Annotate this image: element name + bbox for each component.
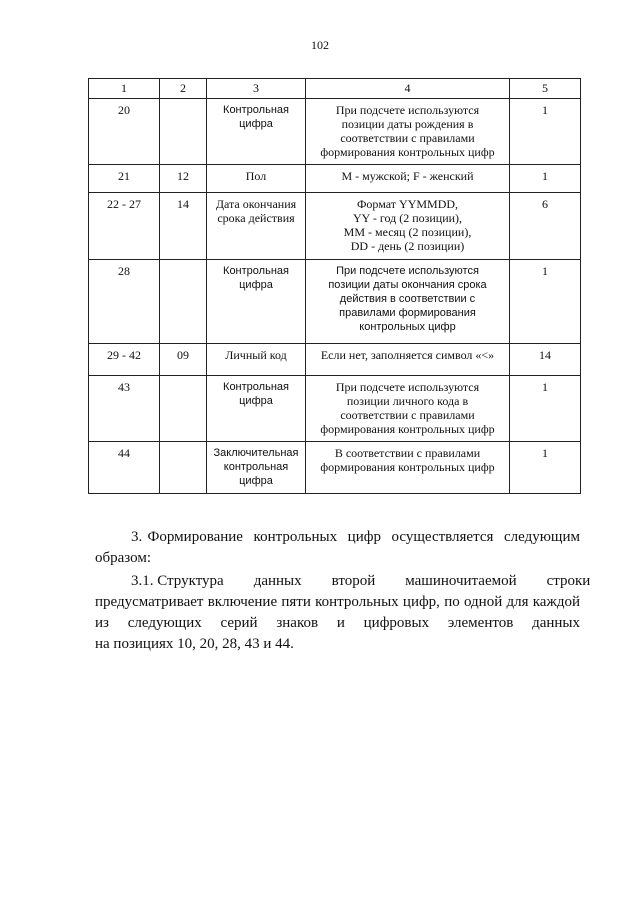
description-cell: В соответствии с правилами формирования контрольных цифр	[306, 442, 510, 494]
code-cell	[160, 376, 207, 442]
length-cell: 1	[510, 376, 581, 442]
length-cell: 1	[510, 165, 581, 193]
position-cell: 29 - 42	[89, 344, 160, 376]
paragraph-line: 3. Формирование контрольных цифр осуществляется следующим	[131, 529, 580, 545]
description-cell: Формат YYMMDD, YY - год (2 позиции), MM - месяц (2 позиции), DD - день (2 позиции)	[306, 193, 510, 260]
table-row	[89, 260, 581, 344]
position-cell: 28	[89, 260, 160, 344]
table-row	[89, 344, 581, 376]
table-header-row	[89, 79, 581, 99]
field-name-cell: Заключительная контрольная цифра	[207, 442, 306, 494]
description-cell: При подсчете используются позиции личного кода в соответствии с правилами формирования контрольных цифр	[306, 376, 510, 442]
length-cell: 1	[510, 442, 581, 494]
code-cell: 09	[160, 344, 207, 376]
table-row	[89, 193, 581, 260]
table-row	[89, 165, 581, 193]
page-number: 102	[311, 38, 329, 52]
length-cell: 1	[510, 99, 581, 165]
header-cell: 3	[207, 79, 306, 99]
code-cell	[160, 442, 207, 494]
paragraph-line: на позициях 10, 20, 28, 43 и 44.	[95, 636, 294, 652]
header-cell: 1	[89, 79, 160, 99]
paragraph-3	[95, 527, 580, 569]
field-name-cell: Контрольная цифра	[207, 376, 306, 442]
table-row	[89, 376, 581, 442]
code-cell	[160, 260, 207, 344]
position-cell: 44	[89, 442, 160, 494]
description-cell: Если нет, заполняется символ «<»	[306, 344, 510, 376]
header-cell: 5	[510, 79, 581, 99]
header-cell: 2	[160, 79, 207, 99]
paragraph-line: предусматривает включение пяти контрольных цифр, по одной для каждой	[95, 594, 580, 610]
length-cell: 6	[510, 193, 581, 260]
position-cell: 22 - 27	[89, 193, 160, 260]
description-cell: При подсчете используются позиции даты окончания срока действия в соответствии с правилами формирования контрольных цифр	[306, 260, 510, 344]
description-cell: При подсчете используются позиции даты рождения в соответствии с правилами формирования контрольных цифр	[306, 99, 510, 165]
paragraph-line: 3.1. Структура данных второй машиночитаемой строки	[131, 573, 591, 589]
paragraph-3-1	[95, 571, 591, 655]
position-cell: 21	[89, 165, 160, 193]
field-name-cell: Контрольная цифра	[207, 99, 306, 165]
table-row	[89, 99, 581, 165]
field-name-cell: Дата окончания срока действия	[207, 193, 306, 260]
position-cell: 20	[89, 99, 160, 165]
paragraph-line: образом:	[95, 550, 152, 566]
length-cell: 14	[510, 344, 581, 376]
code-cell: 14	[160, 193, 207, 260]
field-name-cell: Контрольная цифра	[207, 260, 306, 344]
header-cell: 4	[306, 79, 510, 99]
field-name-cell: Пол	[207, 165, 306, 193]
description-cell: M - мужской; F - женский	[306, 165, 510, 193]
code-cell: 12	[160, 165, 207, 193]
table-row	[89, 442, 581, 494]
field-name-cell: Личный код	[207, 344, 306, 376]
code-cell	[160, 99, 207, 165]
positions-table	[88, 78, 581, 494]
length-cell: 1	[510, 260, 581, 344]
paragraph-line: из следующих серий знаков и цифровых элементов данных	[95, 615, 580, 631]
position-cell: 43	[89, 376, 160, 442]
